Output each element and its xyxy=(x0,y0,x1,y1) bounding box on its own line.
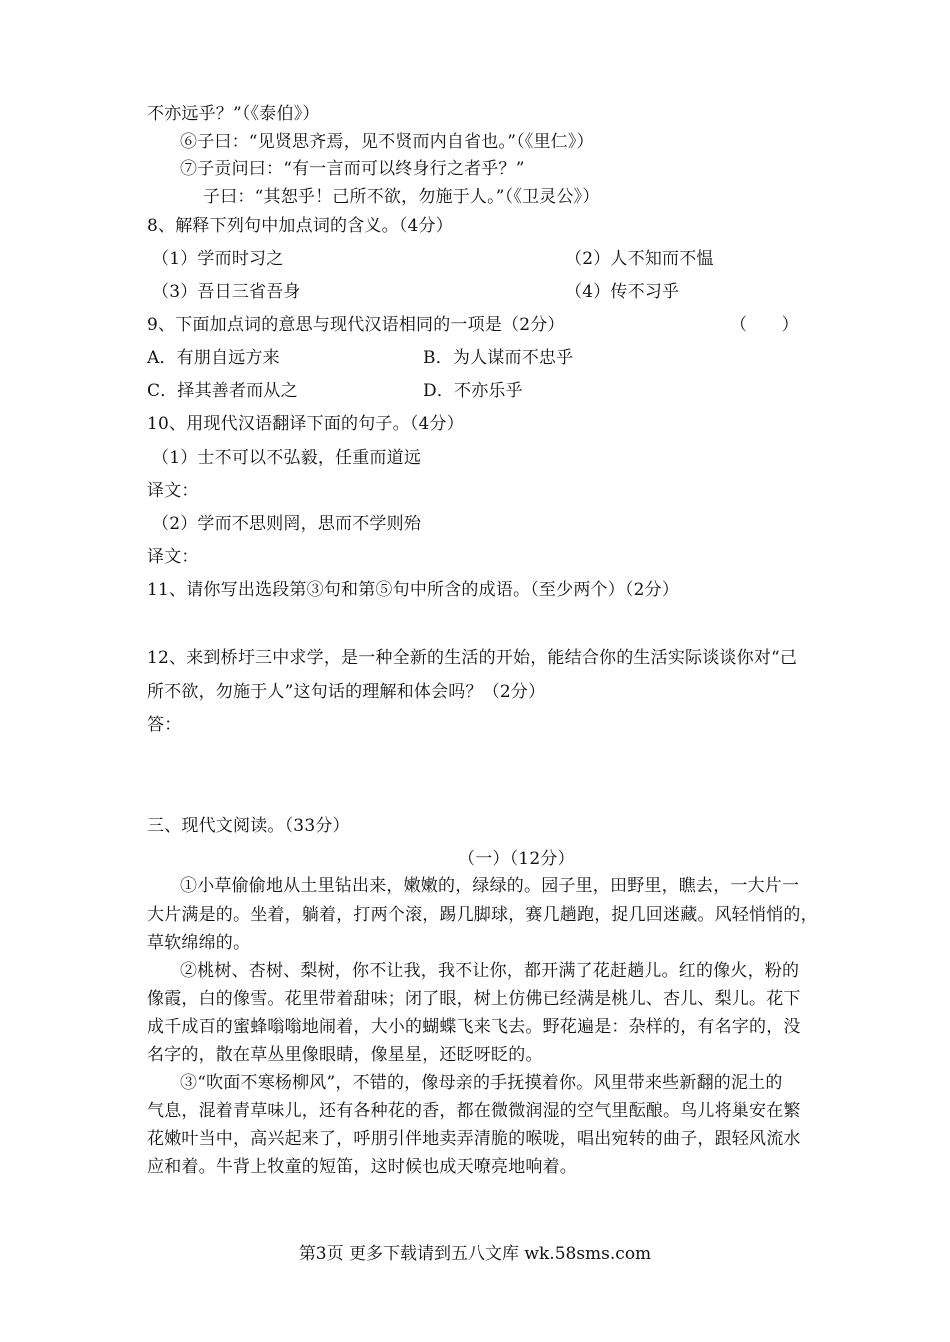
question-8: 8、解释下列句中加点词的含义。（4分） xyxy=(147,216,453,236)
answer-bracket: （ ） xyxy=(730,315,799,335)
option-c: C．择其善者而从之 xyxy=(147,381,298,401)
section-heading: 三、现代文阅读。（33分） xyxy=(147,816,350,836)
page-footer: 第3页 更多下载请到五八文库 wk.58sms.com xyxy=(298,1244,652,1264)
question-10-item-2: （2）学而不思则罔，思而不学则殆 xyxy=(152,514,422,534)
question-10-item-1: （1）士不可以不弘毅，任重而道远 xyxy=(152,448,422,468)
option-d: D．不亦乐乎 xyxy=(423,381,523,401)
question-12-cont: 所不欲，勿施于人”这句话的理解和体会吗？（2分） xyxy=(147,682,546,702)
question-8-item-2: （2）人不知而不愠 xyxy=(565,249,714,269)
paragraph-line: 名字的，散在草丛里像眼睛，像星星，还眨呀眨的。 xyxy=(147,1045,543,1065)
paragraph-line: 大片满是的。坐着，躺着，打两个滚，踢几脚球，赛几趟跑，捉几回迷藏。风轻悄悄的， xyxy=(147,905,818,925)
question-12: 12、来到桥圩三中求学，是一种全新的生活的开始，能结合你的生活实际谈谈你对“己 xyxy=(147,648,798,668)
option-b: B．为人谋而不忠乎 xyxy=(423,348,574,368)
translation-label: 译文： xyxy=(147,547,199,567)
text-line: 子曰：“其恕乎！己所不欲，勿施于人。”（《卫灵公》） xyxy=(203,187,600,207)
paragraph-line: 应和着。牛背上牧童的短笛，这时候也成天嘹亮地响着。 xyxy=(147,1157,577,1177)
question-9: 9、下面加点词的意思与现代汉语相同的一项是（2分） xyxy=(147,315,565,335)
text-line: ⑦子贡问曰：“有一言而可以终身行之者乎？” xyxy=(180,159,525,179)
paragraph-line: 气息，混着青草味儿，还有各种花的香，都在微微润湿的空气里酝酿。鸟儿将巢安在繁 xyxy=(147,1101,801,1121)
question-8-item-1: （1）学而时习之 xyxy=(152,249,284,269)
paragraph-line: ③“吹面不寒杨柳风”，不错的，像母亲的手抚摸着你。风里带来些新翻的泥土的 xyxy=(180,1073,783,1093)
paragraph-line: ②桃树、杏树、梨树，你不让我，我不让你，都开满了花赶趟儿。红的像火，粉的 xyxy=(180,961,800,981)
paragraph-line: 成千成百的蜜蜂嗡嗡地闹着，大小的蝴蝶飞来飞去。野花遍是：杂样的，有名字的，没 xyxy=(147,1017,801,1037)
subsection-heading: （一）（12分） xyxy=(458,849,575,869)
paragraph-line: 草软绵绵的。 xyxy=(147,933,251,953)
option-a: A．有朋自远方来 xyxy=(147,348,280,368)
translation-label: 译文： xyxy=(147,481,199,501)
paragraph-line: ①小草偷偷地从土里钻出来，嫩嫩的，绿绿的。园子里，田野里，瞧去，一大片一 xyxy=(180,876,800,896)
question-8-item-4: （4）传不习乎 xyxy=(565,282,680,302)
text-line: 不亦远乎？”（《泰伯》） xyxy=(147,104,320,124)
question-10: 10、用现代汉语翻译下面的句子。（4分） xyxy=(147,414,464,434)
paragraph-line: 像霞，白的像雪。花里带着甜味；闭了眼，树上仿佛已经满是桃儿、杏儿、梨儿。花下 xyxy=(147,989,801,1009)
question-8-item-3: （3）吾日三省吾身 xyxy=(152,282,301,302)
question-11: 11、请你写出选段第③句和第⑤句中所含的成语。（至少两个）（2分） xyxy=(147,580,680,600)
text-line: ⑥子曰：“见贤思齐焉，见不贤而内自省也。”（《里仁》） xyxy=(180,132,594,152)
paragraph-line: 花嫩叶当中，高兴起来了，呼朋引伴地卖弄清脆的喉咙，唱出宛转的曲子，跟轻风流水 xyxy=(147,1129,801,1149)
answer-label: 答： xyxy=(147,715,182,735)
